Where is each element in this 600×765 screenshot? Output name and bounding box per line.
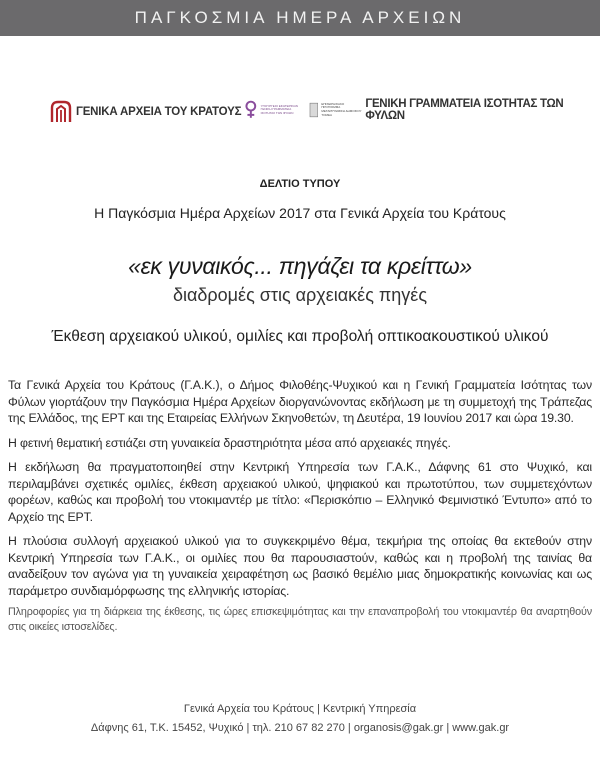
exhibit-line: Έκθεση αρχειακού υλικού, ομιλίες και προβολή οπτικοακουστικού υλικού — [51, 328, 549, 345]
footer-line-2: Δάφνης 61, Τ.Κ. 15452, Ψυχικό | τηλ. 210 67 82 270 | organosis@gak.gr | www.gak.gr — [90, 722, 510, 734]
doc-subtitle: Η Παγκόσμια Ημέρα Αρχείων 2017 στα Γενικά Αρχεία του Κράτους — [94, 205, 506, 221]
paragraph: Η πλούσια συλλογή αρχειακού υλικού για το συγκεκριμένο θέμα, τεκμήρια της οποίας θα εκτεθούν στην Κεντρική Υπηρεσία των Γ.Α.Κ., οι ομιλίες που θα παρουσιαστούν, καθώς και η προβολή της ταινίας θα αναδείξουν τον αγώνα για τη γυναικεία χειραφέτηση ως βασικό θεμέλιο μιας δημοκρατικής κοινωνίας και ως παράμετρο συνδιαμόρφωσης της ελληνικής ιστορίας. — [8, 534, 592, 598]
footer — [0, 700, 600, 738]
gak-logo — [50, 100, 241, 124]
gg-small-text-left: ΥΠΟΥΡΓΕΙΟ ΕΣΩΤΕΡΙΚΩΝ ΓΕΝΙΚΗ ΓΡΑΜΜΑΤΕΙΑ ΙΣΟΤΗΤΑΣ ΤΩΝ ΦΥΛΩΝ — [260, 103, 298, 115]
banner-title: ΠΑΓΚΟΣΜΙΑ ΗΜΕΡΑ ΑΡΧΕΙΩΝ — [134, 8, 466, 27]
logo-row — [0, 98, 600, 128]
header-banner — [0, 0, 600, 36]
body-text — [8, 377, 592, 643]
gak-emblem-icon — [50, 100, 72, 124]
press-release-label: ΔΕΛΤΙΟ ΤΥΠΟΥ — [259, 178, 341, 190]
paragraph: Τα Γενικά Αρχεία του Κράτους (Γ.Α.Κ.), ο Δήμος Φιλοθέης-Ψυχικού και η Γενική Γραμματεία Ισότητας των Φύλων γιορτάζουν την Παγκόσμια Ημέρα Αρχείων διοργανώνοντας εκδήλωση με τη συμμετοχή της Τράπεζας της Ελλάδος, της ΕΡΤ και της Εταιρείας Ελλήνων Σκηνοθετών, τη Δευτέρα, 19 Ιουνίου 2017 και ώρα 19.30. — [8, 378, 592, 425]
gg-logo-text: ΓΕΝΙΚΗ ΓΡΑΜΜΑΤΕΙΑ ΙΣΟΤΗΤΑΣ ΤΩΝ ΦΥΛΩΝ — [365, 98, 564, 122]
gg-small-text-right: ΕΠΙΧΕΙΡΗΣΙΑΚΟ ΠΡΟΓΡΑΜΜΑ ΜΕΤΑΡΡΥΘΜΙΣΗ ΔΗΜΟΣΙΟΥ ΤΟΜΕΑ — [321, 101, 362, 117]
info-note: Πληροφορίες για τη διάρκεια της έκθεσης, τις ώρες επισκεψιμότητας και την επαναπροβολή του ντοκιμαντέρ θα αναρτηθούν στις οικείες ιστοσελίδες. — [8, 606, 592, 633]
program-emblem-icon — [309, 102, 319, 118]
main-subtitle: διαδρομές στις αρχειακές πηγές — [172, 285, 427, 305]
paragraph: Η φετινή θεματική εστιάζει στη γυναικεία δραστηριότητα μέσα από αρχειακές πηγές. — [8, 435, 451, 450]
gender-equality-icon — [244, 100, 258, 120]
footer-line-1: Γενικά Αρχεία του Κράτους | Κεντρική Υπηρεσία — [183, 703, 417, 715]
gg-logo — [244, 98, 600, 122]
main-title: «εκ γυναικός... πηγάζει τα κρείττω» — [128, 253, 472, 279]
gak-logo-text: ΓΕΝΙΚΑ ΑΡΧΕΙΑ ΤΟΥ ΚΡΑΤΟΥΣ — [76, 106, 242, 118]
paragraph: Η εκδήλωση θα πραγματοποιηθεί στην Κεντρική Υπηρεσία των Γ.Α.Κ., Δάφνης 61 στο Ψυχικό, και περιλαμβάνει σχετικές ομιλίες, έκθεση αρχειακού υλικού, ψηφιακού και πρωτοτύπου, των συμμετεχόντων φορέων, καθώς και προβολή του ντοκιμαντέρ με τίτλο: «Περισκόπιο – Ελληνικό Φεμινιστικό Έντυπο» από το Αρχείο της ΕΡΤ. — [8, 460, 592, 524]
